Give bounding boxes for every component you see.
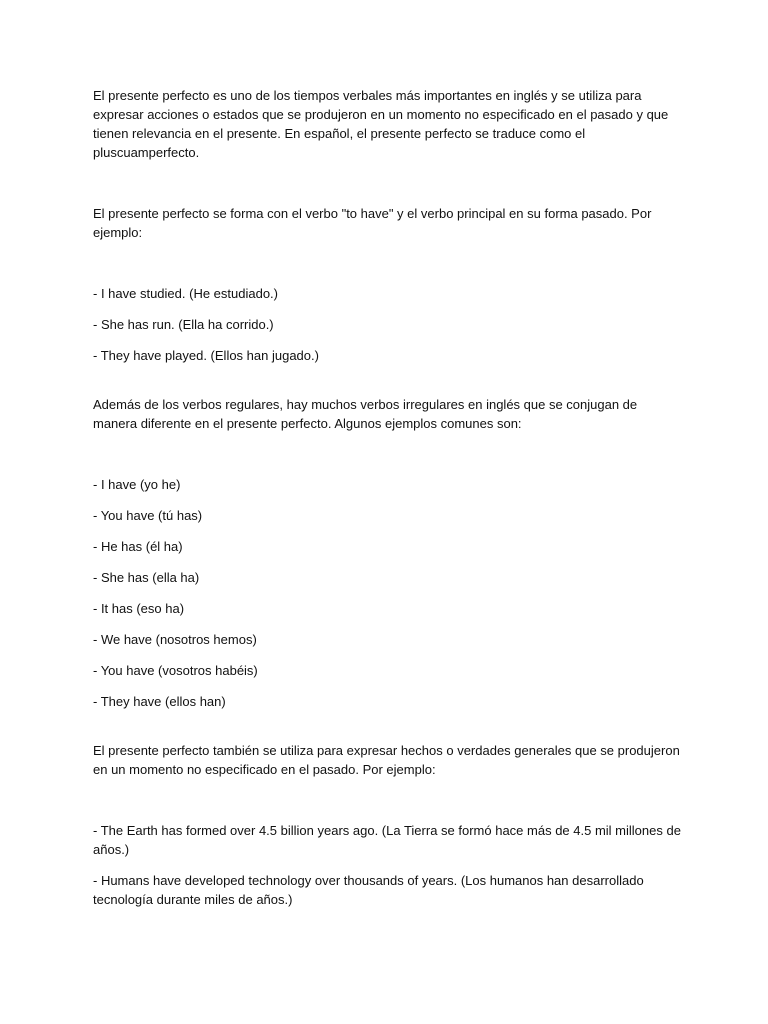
- list-item: - They have played. (Ellos han jugado.): [93, 348, 319, 363]
- list-item: - He has (él ha): [93, 539, 183, 554]
- general-truths-paragraph: El presente perfecto también se utiliza para expresar hechos o verdades generales que se produjeron en un momento no especificado en el pasado. Por ejemplo:: [93, 743, 680, 777]
- example-list-general-truths: [93, 821, 683, 909]
- example-list-regular: [93, 284, 683, 365]
- list-item: - She has (ella ha): [93, 570, 200, 585]
- document-body: [93, 86, 683, 921]
- list-item: - It has (eso ha): [93, 601, 185, 616]
- list-item: - The Earth has formed over 4.5 billion years ago. (La Tierra se formó hace más de 4.5 mil millones de años.): [93, 823, 681, 857]
- example-list-conjugation: [93, 475, 683, 711]
- intro-paragraph: El presente perfecto es uno de los tiempos verbales más importantes en inglés y se utiliza para expresar acciones o estados que se produjeron en un momento no especificado en el pasado y que tienen relevancia en el presente. En español, el presente perfecto se traduce como el pluscuamperfecto.: [93, 88, 669, 160]
- list-item: - I have studied. (He estudiado.): [93, 286, 278, 301]
- list-item: - I have (yo he): [93, 477, 181, 492]
- list-item: - They have (ellos han): [93, 694, 226, 709]
- formation-paragraph: El presente perfecto se forma con el verbo "to have" y el verbo principal en su forma pasado. Por ejemplo:: [93, 206, 652, 240]
- irregular-verbs-paragraph: Además de los verbos regulares, hay muchos verbos irregulares en inglés que se conjugan de manera diferente en el presente perfecto. Algunos ejemplos comunes son:: [93, 397, 638, 431]
- list-item: - You have (tú has): [93, 508, 203, 523]
- list-item: - Humans have developed technology over thousands of years. (Los humanos han desarrollado tecnología durante miles de años.): [93, 873, 644, 907]
- list-item: - We have (nosotros hemos): [93, 632, 257, 647]
- list-item: - You have (vosotros habéis): [93, 663, 258, 678]
- list-item: - She has run. (Ella ha corrido.): [93, 317, 274, 332]
